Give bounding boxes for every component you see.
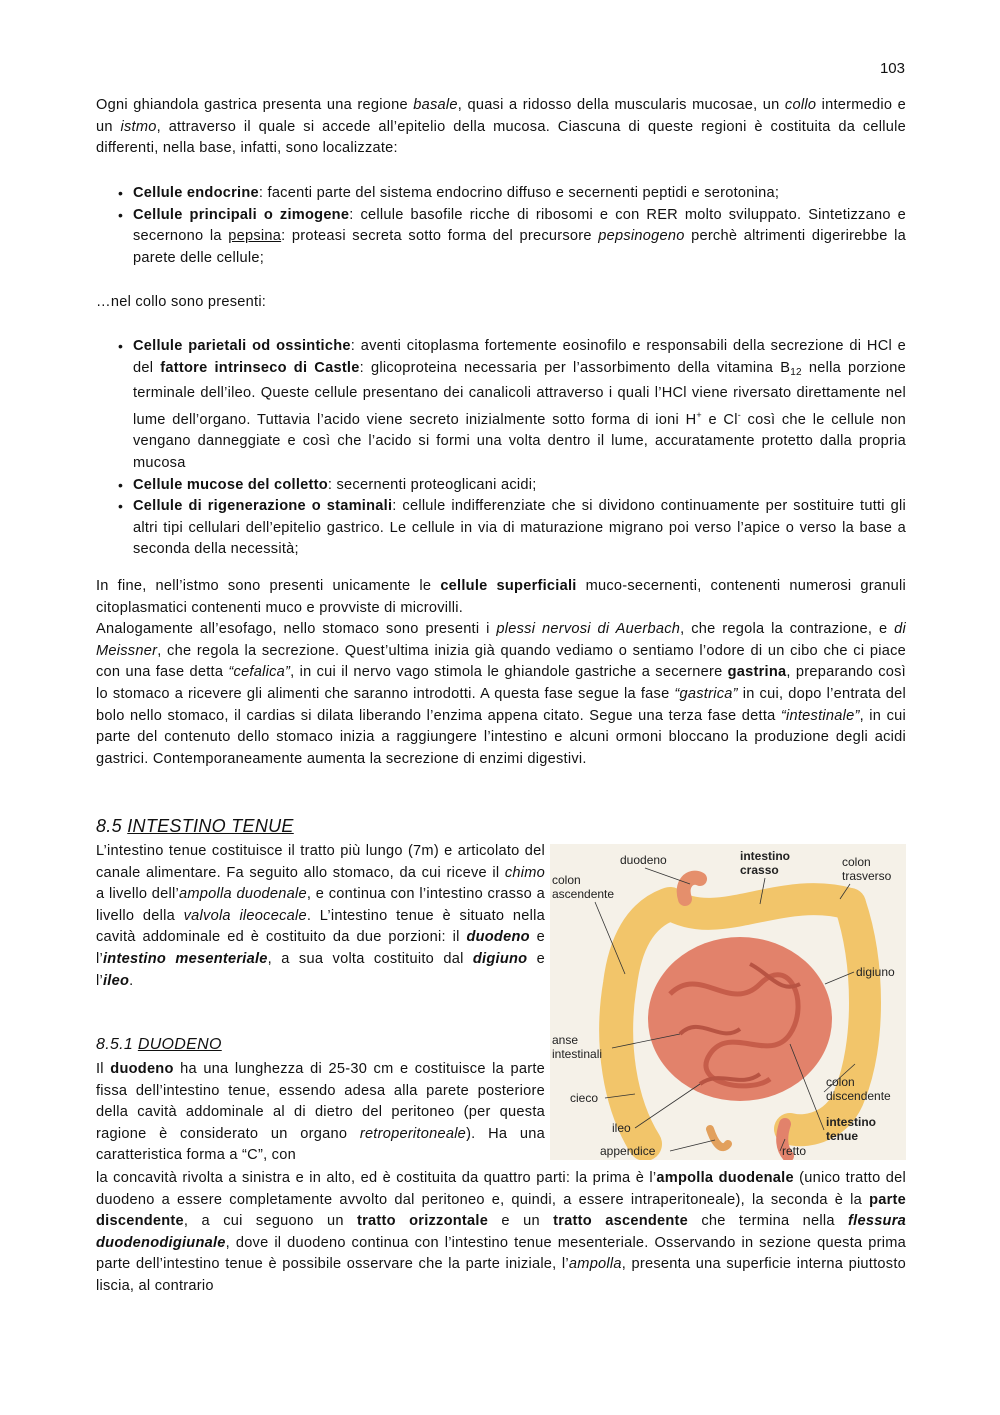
tenue-paragraph: L’intestino tenue costituisce il tratto più lungo (7m) e articolato del canale alimentare. Fa seguito allo stomaco, da cui riceve il chimo a livello dell’ampolla duodenale, e continua con l’intestino crasso a livello della valvola ileocecale. L’intestino tenue è situato nella cavità addominale ed è costituito da due porzioni: il duodeno e l’intestino mesenteriale, a sua volta costituito dal digiuno e l’ileo.	[96, 843, 546, 989]
label-intestino-tenue-2: tenue	[826, 1129, 859, 1143]
istmo-paragraph: In fine, nell’istmo sono presenti unicamente le cellule superficiali muco-secernenti, contenenti numerosi granuli citoplasmatici contenenti muco e provviste di microvilli. Analogamente all’esofago, nello stomaco sono presenti i plessi nervosi di Auerbach, che regola la contrazione, e di Meissner, che regola la secrezione. Quest’ultima inizia già quando vediamo o sentiamo l’odore di un cibo che ci piace con una fase detta “cefalica”, in cui il nervo vago stimola le ghiandole gastriche a secernere gastrina, preparando così lo stomaco a ricevere gli alimenti che saranno introdotti. A questa fase segue la fase “gastrica” in cui, dopo l’entrata del bolo nello stomaco, il cardias si dilata liberando l’enzima appena citato. Segue una terza fase detta “intestinale”, in cui parte del contenuto dello stomaco inizia a raggiungere l’intestino e alcuni ormoni bloccano la produzione degli acidi gastrici. Contemporaneamente aumenta la secrezione di enzimi digestivi.	[96, 576, 906, 770]
label-cieco: cieco	[570, 1091, 599, 1105]
label-intestino-crasso-1: intestino	[740, 849, 790, 863]
list-item: • Cellule endocrine: facenti parte del sistema endocrino diffuso e secernenti peptidi e serotonina;	[96, 183, 906, 205]
label-colon-ascendente-1: colon	[552, 873, 581, 887]
duodeno-paragraph-wide: la concavità rivolta a sinistra e in alto, ed è costituita da quattro parti: la prima è l’ampolla duodenale (unico tratto del duodeno a essere completamente avvolto dal peritoneo e, quindi, a essere intraperitoneale), la seconda è la parte discendente, a cui seguono un tratto orizzontale e un tratto ascendente che termina nella flessura duodenodigiunale, dove il duodeno continua con l’intestino tenue mesenteriale. Osservando in sezione questa prima parte dell’intestino tenue è possibile osservare che la parte iniziale, l’ampolla, presenta una superficie interna piuttosto liscia, al contrario	[96, 1170, 907, 1294]
page-number: 103	[879, 60, 905, 77]
subsection-heading: 8.5.1 DUODENO	[96, 1036, 222, 1053]
label-colon-discendente-1: colon	[826, 1075, 855, 1089]
list-item: • Cellule di rigenerazione o staminali: cellule indifferenziate che si dividono continuamente per sostituire tutti gli altri tipi cellulari dell’epitelio gastrico. Le cellule in via di maturazione migrano poi verso l’apice o verso la base a seconda della necessità;	[96, 496, 906, 561]
label-colon-trasverso-1: colon	[842, 855, 871, 869]
label-colon-discendente-2: discendente	[826, 1089, 891, 1103]
section-heading: 8.5 INTESTINO TENUE	[96, 816, 294, 836]
base-cells-list	[96, 183, 906, 269]
label-duodeno: duodeno	[620, 853, 667, 867]
colon-transverse	[670, 899, 850, 914]
label-appendice: appendice	[600, 1144, 656, 1158]
list-item: • Cellule mucose del colletto: secernenti proteoglicani acidi;	[96, 475, 906, 497]
label-ileo: ileo	[612, 1121, 631, 1135]
label-intestino-tenue-1: intestino	[826, 1115, 876, 1129]
duodeno-paragraph-narrow: Il duodeno ha una lunghezza di 25-30 cm e costituisce la parte fissa dell’intestino tenue, essendo adesa alla parete posteriore della cavità addominale al di dietro del peritoneo (per questa ragione è considerato un organo retroperitoneale). Ha una caratteristica forma a “C”, con	[96, 1061, 545, 1164]
intestine-diagram	[550, 844, 906, 1160]
list-item: • Cellule principali o zimogene: cellule basofile ricche di ribosomi e con RER molto sviluppato. Sintetizzano e secernono la pepsina: proteasi secreta sotto forma del precursore pepsinogeno perchè altrimenti digerirebbe la parete delle cellule;	[96, 205, 906, 270]
label-colon-trasverso-2: trasverso	[842, 869, 892, 883]
small-intestine-mass	[648, 937, 832, 1101]
label-colon-ascendente-2: ascendente	[552, 887, 615, 901]
list-item: • Cellule parietali od ossintiche: aventi citoplasma fortemente eosinofilo e responsabili della secrezione di HCl e del fattore intrinseco di Castle: glicoproteina necessaria per l’assorbimento della vitamina $B_{12}$ nella porzione terminale dell’ileo. Queste cellule presentano dei canalicoli attraverso i quali l’HCl viene riversato direttamente nel lume dell’organo. Tuttavia l’acido viene secreto inizialmente sotto forma di ioni H+ e Cl- così che le cellule non vengano danneggiate e così che l’acido si formi una volta dentro il lume, accuratamente protetto dalla propria mucosa	[96, 336, 906, 475]
auerbach-paragraph: Analogamente all’esofago, nello stomaco sono presenti i plessi nervosi di Auerbach, che regola la contrazione, e di Meissner, che regola la secrezione. Quest’ultima inizia già quando vediamo o sentiamo l’odore di un cibo che ci piace con una fase detta “cefalica”, in cui il nervo vago stimola le ghiandole gastriche a secernere gastrina, preparando così lo stomaco a ricevere gli alimenti che saranno introdotti. A questa fase segue la fase “gastrica” in cui, dopo l’entrata del bolo nello stomaco, il cardias si dilata liberando l’enzima appena citato. Segue una terza fase detta “intestinale”, in cui parte del contenuto dello stomaco inizia a raggiungere l’intestino e alcuni ormoni bloccano la produzione degli acidi gastrici. Contemporaneamente aumenta la secrezione di enzimi digestivi.	[96, 621, 906, 767]
label-anse-2: intestinali	[552, 1047, 603, 1061]
intro-paragraph: Ogni ghiandola gastrica presenta una regione basale, quasi a ridosso della muscularis mucosae, un collo intermedio e un istmo, attraverso il quale si accede all’epitelio della mucosa. Ciascuna di queste regioni è costituita da cellule differenti, nella base, infatti, sono localizzate:	[96, 97, 906, 157]
label-anse-1: anse	[552, 1033, 579, 1047]
neck-cells-list	[96, 336, 906, 561]
label-retto: retto	[782, 1144, 807, 1158]
label-digiuno: digiuno	[856, 965, 895, 979]
collo-intro: …nel collo sono presenti:	[96, 294, 267, 310]
label-intestino-crasso-2: crasso	[740, 863, 779, 877]
